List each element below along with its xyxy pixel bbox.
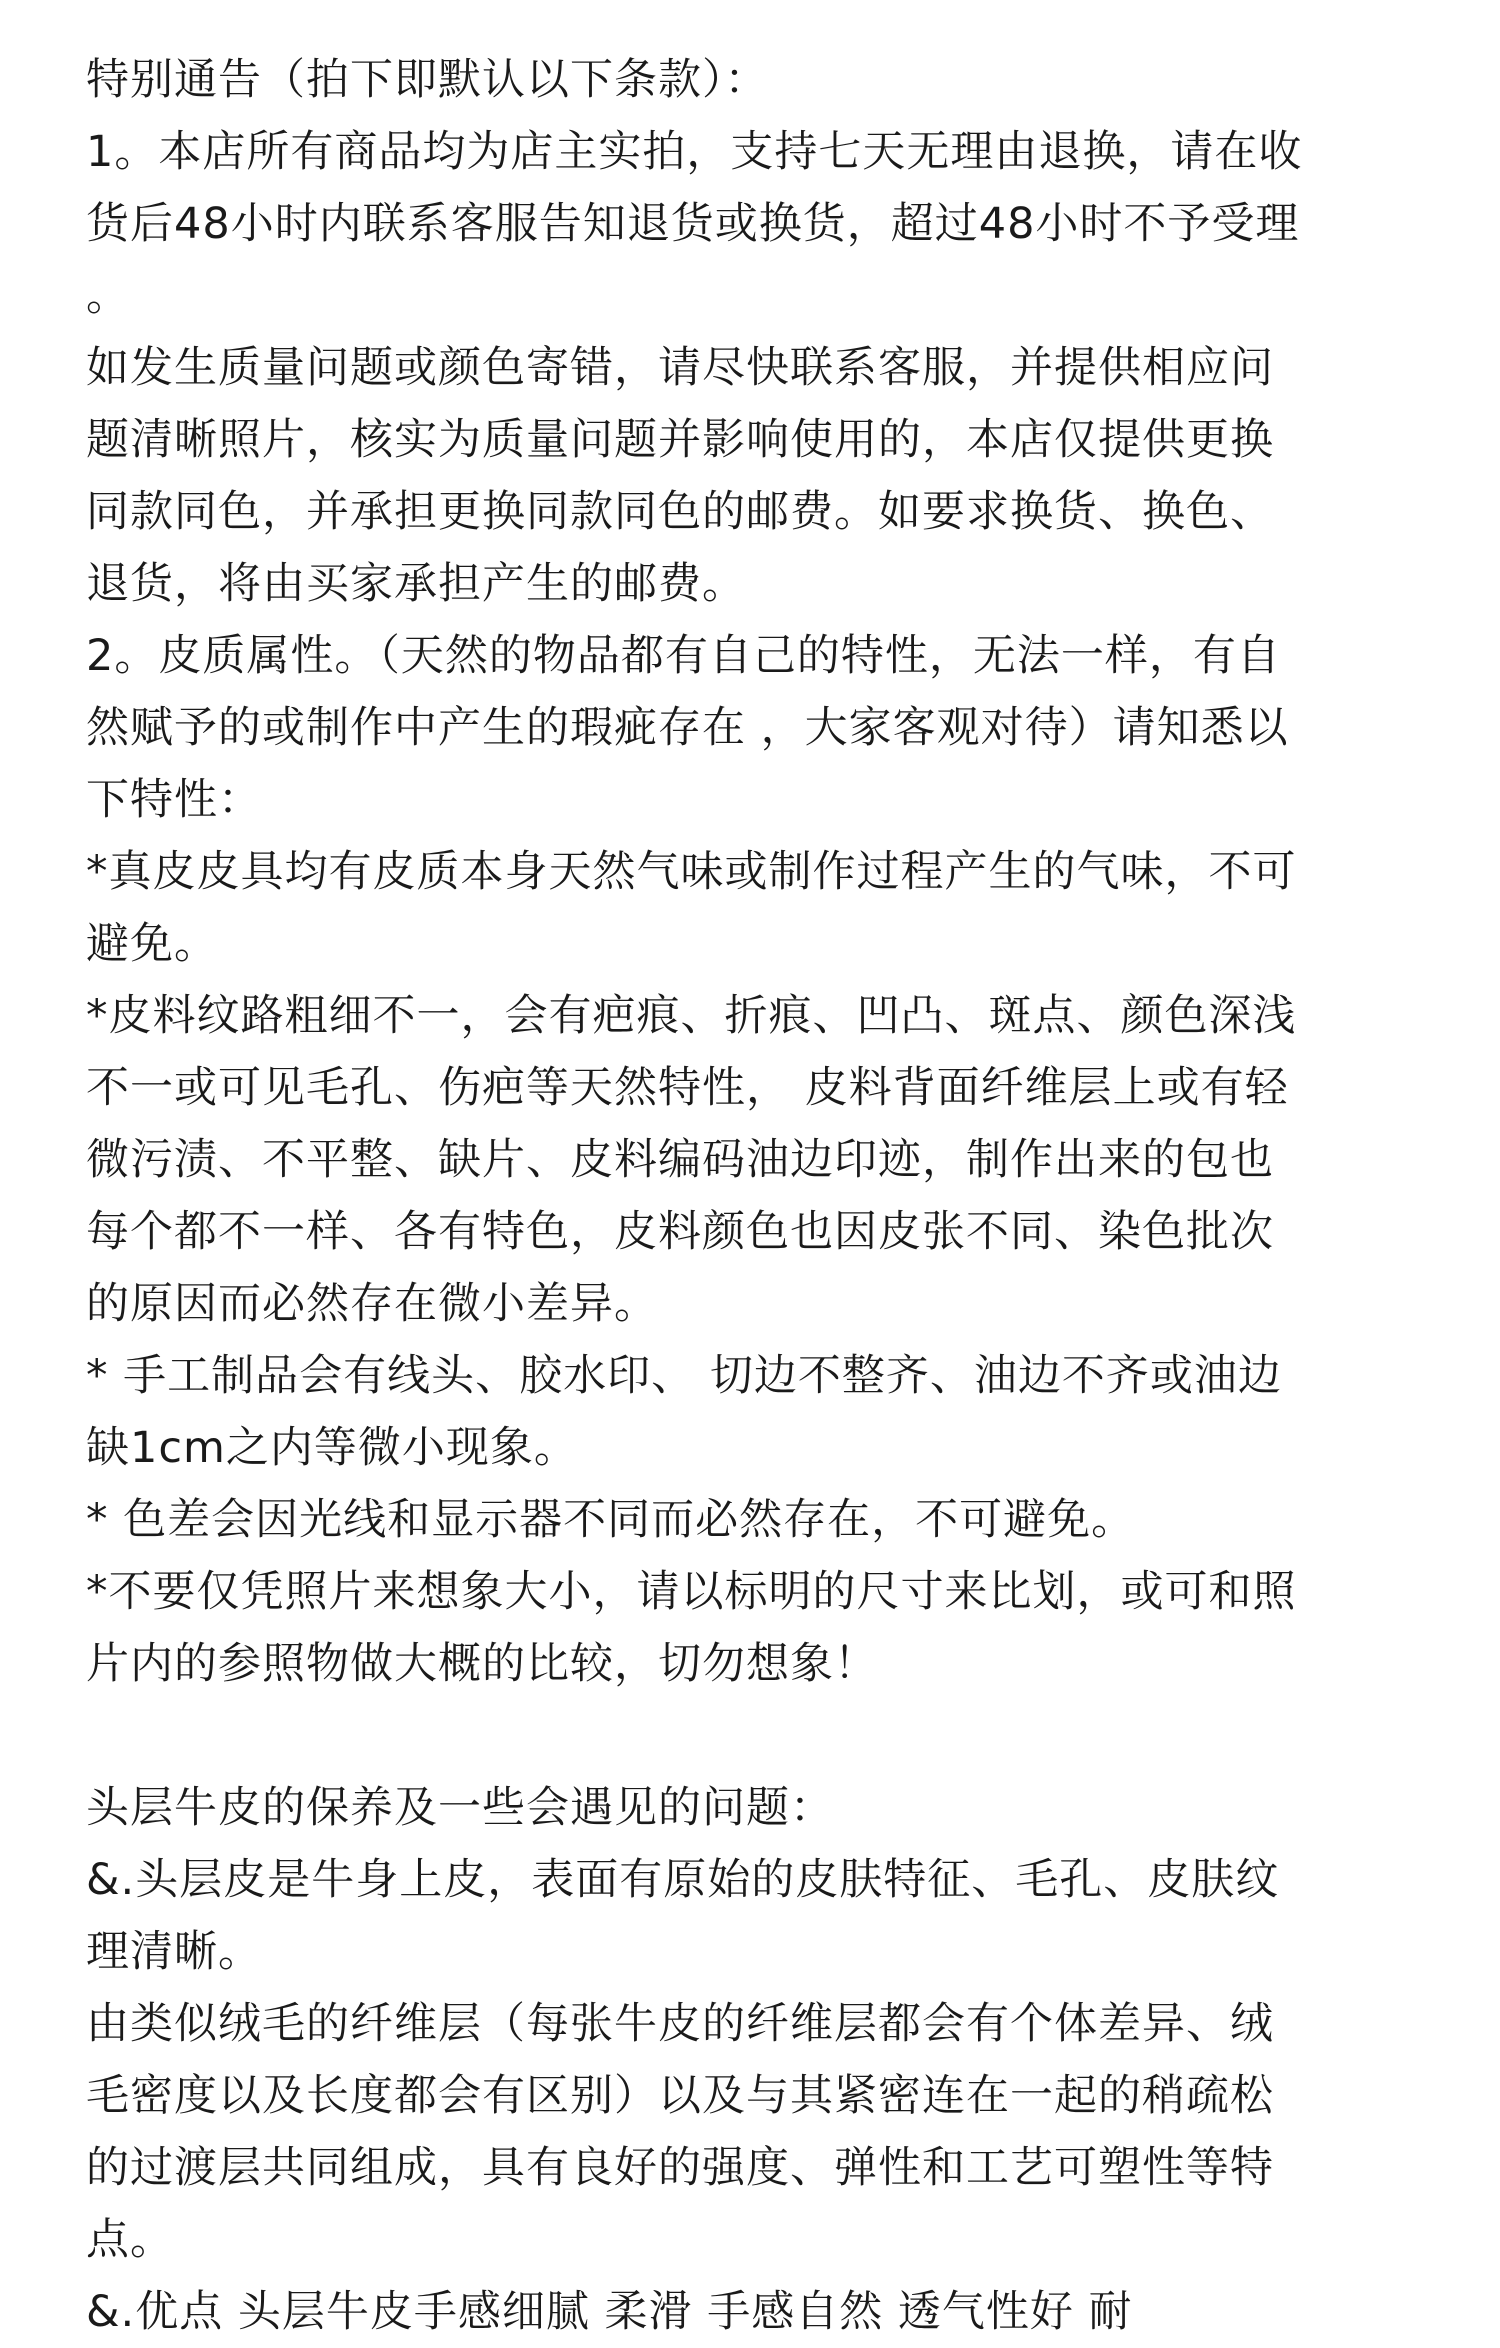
text-line: 由类似绒毛的纤维层（每张牛皮的纤维层都会有个体差异、绒	[86, 1999, 1274, 2049]
text-line: *不要仅凭照片来想象大小，请以标明的尺寸来比划，或可和照	[86, 1567, 1297, 1617]
blank-line	[86, 1700, 1426, 1772]
text-line: 毛密度以及长度都会有区别）以及与其紧密连在一起的稍疏松	[86, 2071, 1274, 2121]
text-line: 理清晰。	[86, 1927, 262, 1977]
text-line: * 手工制品会有线头、胶水印、 切边不整齐、油边不齐或油边	[86, 1351, 1282, 1401]
text-line: 的过渡层共同组成，具有良好的强度、弹性和工艺可塑性等特	[86, 2143, 1274, 2193]
text-line: 点。	[86, 2215, 174, 2265]
text-line: *皮料纹路粗细不一，会有疤痕、折痕、凹凸、斑点、颜色深浅	[86, 991, 1297, 1041]
text-line: 避免。	[86, 919, 218, 969]
text-line: 如发生质量问题或颜色寄错，请尽快联系客服，并提供相应问	[86, 343, 1274, 393]
text-line: 每个都不一样、各有特色，皮料颜色也因皮张不同、染色批次	[86, 1207, 1274, 1257]
text-line: 下特性：	[86, 775, 262, 825]
text-line: 题清晰照片，核实为质量问题并影响使用的，本店仅提供更换	[86, 415, 1274, 465]
text-line: 退货，将由买家承担产生的邮费。	[86, 559, 746, 609]
text-line: 然赋予的或制作中产生的瑕疵存在 ，大家客观对待）请知悉以	[86, 703, 1289, 753]
text-line: 货后48小时内联系客服告知退货或换货，超过48小时不予受理	[86, 199, 1300, 249]
text-line: 片内的参照物做大概的比较，切勿想象！	[86, 1639, 878, 1689]
text-line: *真皮皮具均有皮质本身天然气味或制作过程产生的气味，不可	[86, 847, 1297, 897]
text-line: 同款同色，并承担更换同款同色的邮费。如要求换货、换色、	[86, 487, 1274, 537]
text-line: * 色差会因光线和显示器不同而必然存在，不可避免。	[86, 1495, 1136, 1545]
text-line: 1。本店所有商品均为店主实拍，支持七天无理由退换，请在收	[86, 127, 1303, 177]
text-line: 缺1cm之内等微小现象。	[86, 1423, 578, 1473]
text-line: &.头层皮是牛身上皮，表面有原始的皮肤特征、毛孔、皮肤纹	[86, 1855, 1280, 1905]
text-line: 的原因而必然存在微小差异。	[86, 1279, 658, 1329]
text-line: &.优点 头层牛皮手感细腻 柔滑 手感自然 透气性好 耐	[86, 2287, 1133, 2337]
text-line: 。	[86, 271, 130, 321]
notice-document	[86, 44, 1426, 2348]
text-line: 不一或可见毛孔、伤疤等天然特性， 皮料背面纤维层上或有轻	[86, 1063, 1289, 1113]
text-line: 2。皮质属性。（天然的物品都有自己的特性，无法一样，有自	[86, 631, 1281, 681]
text-line: 微污渍、不平整、缺片、皮料编码油边印迹，制作出来的包也	[86, 1135, 1274, 1185]
section-heading: 头层牛皮的保养及一些会遇见的问题：	[86, 1783, 834, 1833]
notice-title: 特别通告（拍下即默认以下条款）：	[86, 55, 769, 105]
